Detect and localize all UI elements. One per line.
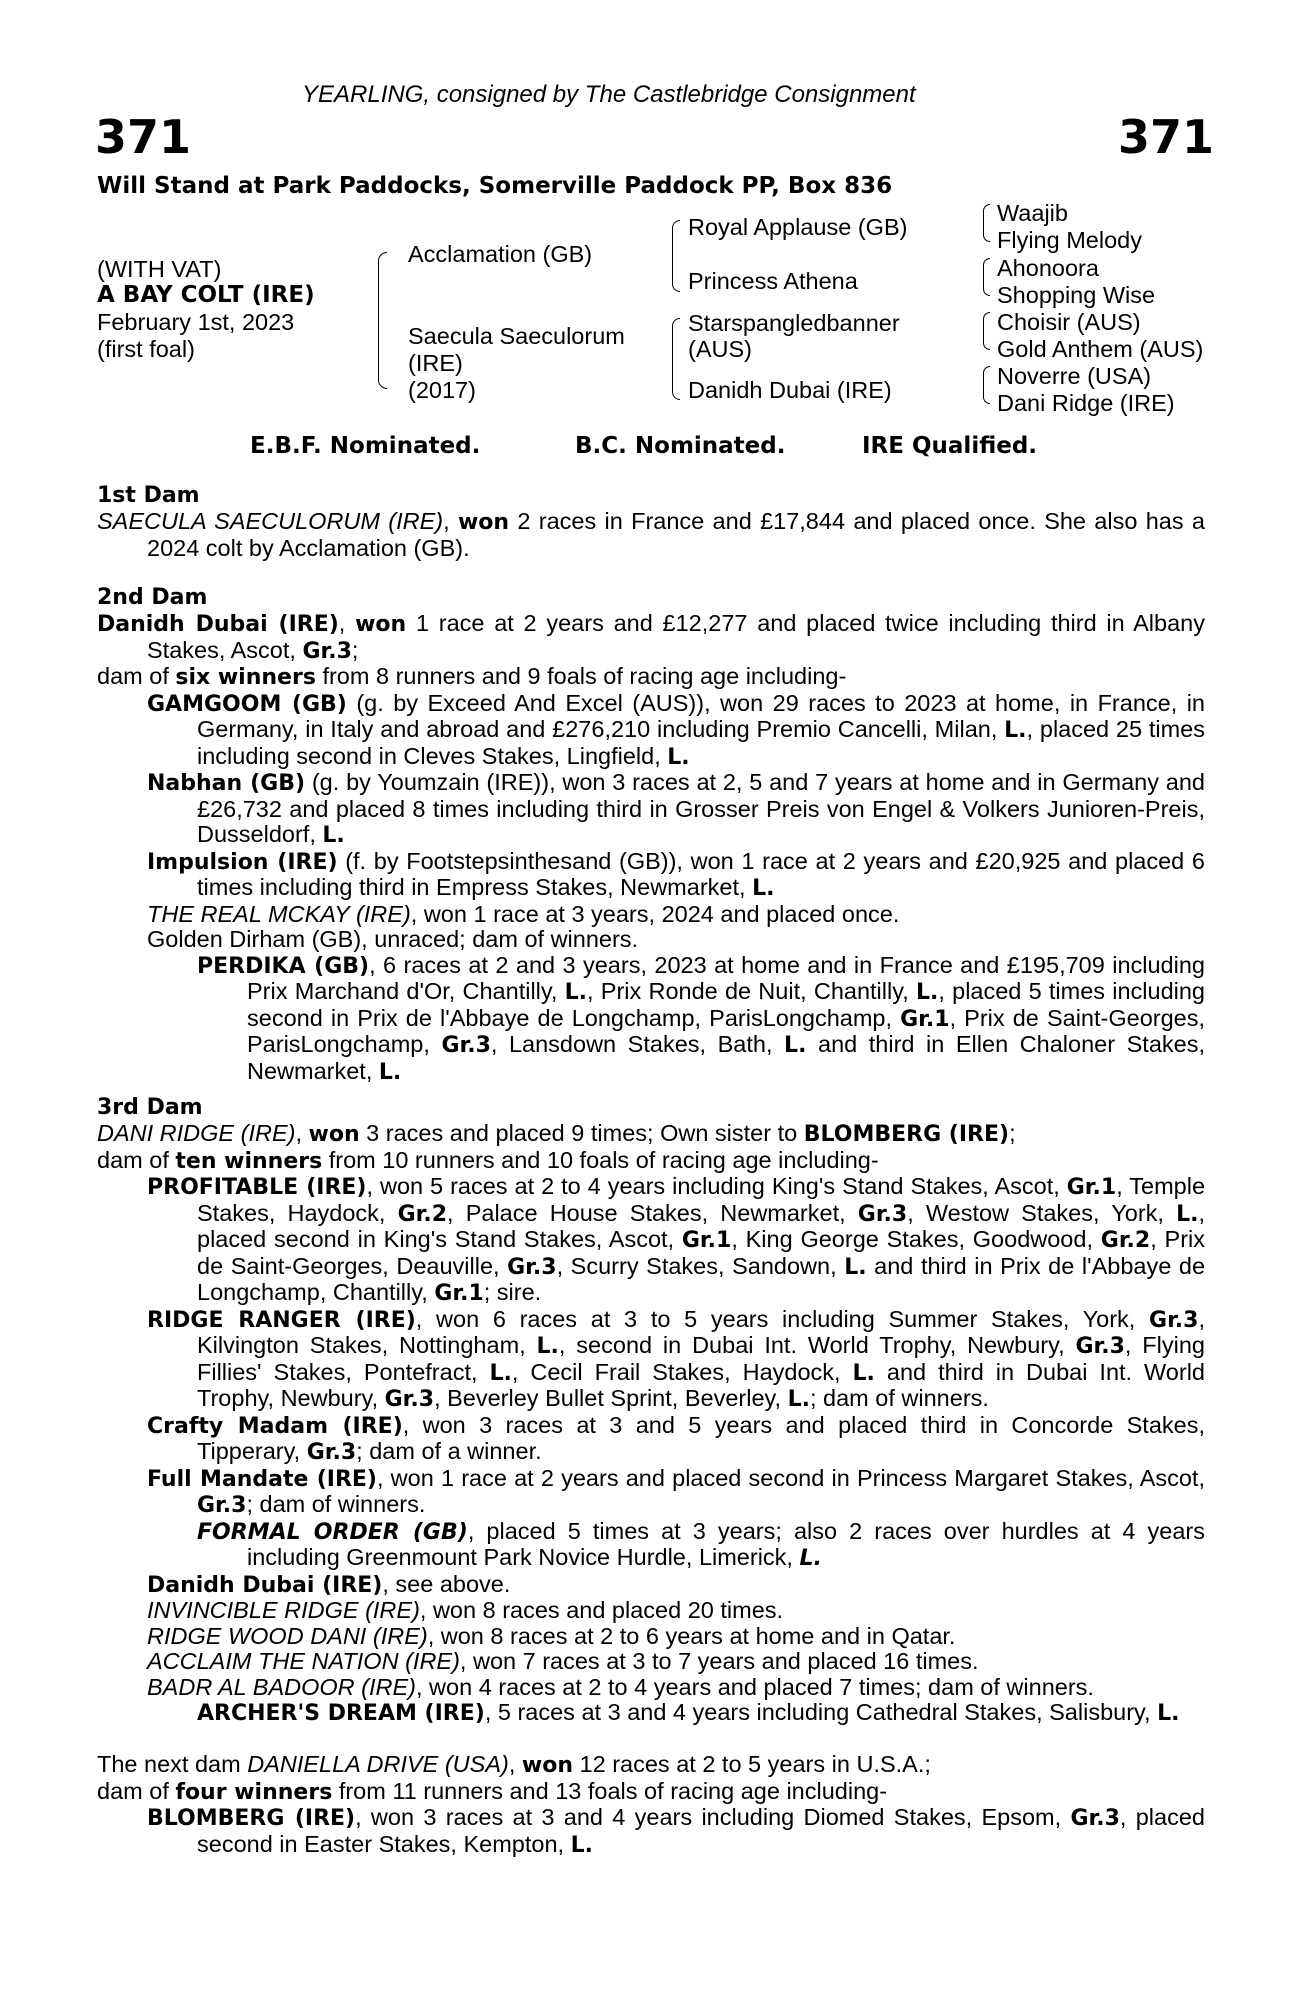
progeny-grade: Gr.2 bbox=[397, 1201, 448, 1227]
pedigree-dds: Noverre (USA) bbox=[997, 363, 1152, 389]
second-dam-dam-of-rest: from 8 runners and 9 foals of racing age including- bbox=[315, 663, 847, 689]
progeny-danidh-dubai bbox=[147, 1570, 1205, 1599]
second-dam-text: 1 race at 2 years and £12,277 and placed twice including third in Albany Stakes, Ascot, bbox=[147, 610, 1205, 663]
progeny-text: ; dam of winners. bbox=[246, 1491, 426, 1517]
vat-note: (WITH VAT) bbox=[97, 256, 222, 282]
nomination-ire: IRE Qualified. bbox=[862, 433, 1038, 459]
catalogue-subtitle: YEARLING, consigned by The Castlebridge Consignment bbox=[302, 81, 916, 108]
progeny-grade: Gr.3 bbox=[384, 1387, 435, 1412]
progeny-grade: Gr.3 bbox=[441, 1033, 491, 1058]
progeny-the-real-mckay bbox=[147, 900, 1205, 928]
third-dam-name: DANI RIDGE (IRE) bbox=[97, 1120, 296, 1146]
progeny-formal-order bbox=[197, 1517, 1205, 1572]
pedigree-dam-sire-line1: Starspangledbanner bbox=[688, 310, 900, 336]
pedigree-sss: Waajib bbox=[997, 200, 1068, 226]
progeny-grade: L. bbox=[570, 1832, 593, 1858]
first-dam-won: won bbox=[457, 510, 510, 535]
progeny-grade: L. bbox=[536, 1334, 559, 1359]
progeny-grade: L. bbox=[1004, 718, 1027, 743]
progeny-ridge-ranger bbox=[147, 1305, 1205, 1413]
second-dam-winners: six winners bbox=[175, 665, 316, 690]
progeny-text: , placed 25 times including second in Cleves Stakes, Lingfield, bbox=[197, 716, 1205, 769]
next-dam-text: 12 races at 2 to 5 years in U.S.A.; bbox=[573, 1751, 931, 1777]
first-dam-text: 2 races in France and £17,844 and placed once. She also has a 2024 colt by Acclamation (GB). bbox=[147, 508, 1205, 561]
progeny-text: , Cecil Frail Stakes, Haydock, bbox=[511, 1358, 853, 1385]
progeny-profitable bbox=[147, 1173, 1206, 1307]
progeny-name: FORMAL ORDER (GB) bbox=[197, 1519, 468, 1545]
progeny-grade: L. bbox=[799, 1546, 822, 1571]
nomination-ebf: E.B.F. Nominated. bbox=[250, 433, 481, 459]
progeny-grade: Gr.1 bbox=[434, 1281, 484, 1306]
progeny-nabhan bbox=[147, 769, 1205, 849]
pedigree-sdd: Shopping Wise bbox=[997, 282, 1156, 308]
progeny-text: (g. by Exceed And Excel (AUS)), won 29 races to 2023 at home, in France, in Germany, in Italy and abroad and £276,210 including Premio Cancelli, Milan, bbox=[197, 689, 1205, 742]
progeny-text: , placed second in King's Stand Stakes, Ascot, bbox=[197, 1199, 1205, 1252]
progeny-text: , 5 races at 3 and 4 years including Cathedral Stakes, Salisbury, bbox=[484, 1699, 1158, 1725]
progeny-name: BADR AL BADOOR (IRE) bbox=[147, 1673, 416, 1700]
next-dam-block: The next dam DANIELLA DRIVE (USA), won 12 races at 2 to 5 years in U.S.A.; dam of four winners from 11 runners and 13 foals of racing age including- BLOMBERG (IRE), won 3 races at 3 and 4 years including Diomed Stakes, Epsom, Gr.3, placed second in Easter Stakes, Kempton, L. bbox=[97, 1751, 1205, 1858]
progeny-grade: L. bbox=[1157, 1701, 1180, 1726]
third-dam-heading: 3rd Dam bbox=[97, 1095, 203, 1120]
progeny-name: Danidh Dubai (IRE) bbox=[147, 1572, 383, 1598]
progeny-grade: L. bbox=[667, 744, 690, 770]
progeny-text: , placed 5 times at 3 years; also 2 races over hurdles at 4 years including Greenmount Park Novice Hurdle, Limerick, bbox=[247, 1517, 1205, 1570]
second-dam-name: Danidh Dubai (IRE) bbox=[97, 612, 339, 637]
progeny-grade: L. bbox=[489, 1360, 512, 1386]
pedigree-ddd: Dani Ridge (IRE) bbox=[997, 390, 1175, 416]
progeny-grade: L. bbox=[378, 1059, 402, 1085]
progeny-perdika bbox=[197, 951, 1206, 1086]
progeny-impulsion bbox=[147, 847, 1205, 902]
pedigree-brace-dam bbox=[672, 318, 680, 400]
progeny-text: , see above. bbox=[382, 1570, 511, 1597]
third-dam-winners: ten winners bbox=[175, 1148, 323, 1174]
progeny-text: , won 6 races at 3 to 5 years including Summer Stakes, York, bbox=[415, 1305, 1150, 1332]
progeny-grade: L. bbox=[752, 876, 775, 901]
progeny-golden-dirham: Golden Dirham (GB), unraced; dam of winners. bbox=[147, 926, 639, 952]
progeny-text: , Lansdown Stakes, Bath, bbox=[490, 1031, 785, 1057]
progeny-grade: Gr.3 bbox=[857, 1201, 908, 1227]
progeny-text: , won 8 races and placed 20 times. bbox=[419, 1597, 784, 1623]
progeny-text: , Kilvington Stakes, Nottingham, bbox=[197, 1305, 1205, 1358]
progeny-grade: L. bbox=[844, 1254, 867, 1280]
progeny-text: , won 1 race at 3 years, 2024 and placed once. bbox=[410, 900, 900, 927]
first-dam-name: SAECULA SAECULORUM (IRE) bbox=[97, 508, 444, 534]
progeny-ridge-wood-dani bbox=[147, 1622, 1205, 1650]
progeny-grade: Gr.3 bbox=[1149, 1307, 1199, 1333]
progeny-text: , second in Dubai Int. World Trophy, Newbury, bbox=[558, 1332, 1076, 1358]
pedigree-brace-ss bbox=[983, 204, 990, 242]
progeny-text: , won 3 races at 3 and 5 years and placed third in Concorde Stakes, Tipperary, bbox=[197, 1411, 1205, 1464]
progeny-name: RIDGE RANGER (IRE) bbox=[147, 1307, 416, 1333]
nomination-bc: B.C. Nominated. bbox=[575, 433, 786, 459]
pedigree-brace-sire bbox=[672, 220, 680, 292]
third-dam-text: 3 races and placed 9 times; Own sister to bbox=[359, 1120, 804, 1146]
progeny-text: , won 5 races at 2 to 4 years including King's Stand Stakes, Ascot, bbox=[366, 1173, 1067, 1199]
progeny-grade: Gr.2 bbox=[1100, 1228, 1151, 1253]
progeny-name: GAMGOOM (GB) bbox=[147, 691, 347, 717]
progeny-name: PERDIKA (GB) bbox=[197, 953, 370, 979]
progeny-name: Nabhan (GB) bbox=[147, 771, 306, 796]
progeny-grade: Gr.1 bbox=[681, 1228, 732, 1253]
pedigree-dam-dam: Danidh Dubai (IRE) bbox=[688, 377, 892, 403]
progeny-grade: Gr.3 bbox=[1075, 1334, 1125, 1359]
progeny-name: ACCLAIM THE NATION (IRE) bbox=[147, 1648, 460, 1674]
horse-dob: February 1st, 2023 bbox=[97, 309, 295, 335]
progeny-text: (f. by Footstepsinthesand (GB)), won 1 race at 2 years and £20,925 and placed 6 times including third in Empress Stakes, Newmarket, bbox=[197, 847, 1205, 900]
pedigree-brace-gen1 bbox=[378, 252, 387, 389]
progeny-grade: Gr.3 bbox=[197, 1493, 247, 1518]
progeny-text: (g. by Youmzain (IRE)), won 3 races at 2, 5 and 7 years at home and in Germany and £26,732 and placed 8 times including third in Grosser Preis von Engel & Volkers Junioren-Preis, Dusseldorf, bbox=[197, 769, 1205, 847]
progeny-name: ARCHER'S DREAM (IRE) bbox=[197, 1701, 485, 1726]
lot-number-left: 371 bbox=[95, 110, 192, 164]
third-dam-dam-of-rest: from 10 runners and 10 foals of racing age including- bbox=[322, 1146, 879, 1173]
next-dam-dam-of-rest: from 11 runners and 13 foals of racing age including- bbox=[332, 1777, 888, 1804]
progeny-name: Full Mandate (IRE) bbox=[147, 1466, 377, 1492]
next-dam-won: won bbox=[521, 1753, 574, 1778]
second-dam-dam-of: dam of bbox=[97, 663, 176, 689]
second-dam-grade: Gr.3 bbox=[302, 638, 352, 664]
pedigree-ssd: Flying Melody bbox=[997, 227, 1142, 253]
progeny-grade: L. bbox=[1176, 1201, 1199, 1227]
progeny-archers-dream bbox=[197, 1699, 1205, 1727]
stand-location: Will Stand at Park Paddocks, Somerville Paddock PP, Box 836 bbox=[97, 173, 893, 199]
progeny-text: , won 3 races at 3 and 4 years including Diomed Stakes, Epsom, bbox=[355, 1804, 1071, 1830]
pedigree-brace-ds bbox=[983, 312, 990, 350]
next-dam-dam-of: dam of bbox=[97, 1777, 176, 1804]
next-dam-winners: four winners bbox=[175, 1779, 333, 1805]
progeny-text: , won 1 race at 2 years and placed second in Princess Margaret Stakes, Ascot, bbox=[376, 1464, 1205, 1491]
progeny-invincible-ridge bbox=[147, 1597, 1205, 1624]
horse-foal-note: (first foal) bbox=[97, 336, 195, 362]
progeny-text: , Prix de Saint-Georges, Deauville, bbox=[197, 1226, 1205, 1279]
third-dam-dam-of: dam of bbox=[97, 1146, 176, 1173]
progeny-text: and third in Prix de l'Abbaye de Longchamp, Chantilly, bbox=[197, 1252, 1206, 1305]
progeny-badr-al-badoor bbox=[147, 1673, 1205, 1701]
pedigree-dam-line2: (IRE) bbox=[408, 350, 463, 376]
lot-number-right: 371 bbox=[1118, 110, 1215, 164]
progeny-text: ; dam of winners. bbox=[809, 1385, 989, 1411]
pedigree-sire: Acclamation (GB) bbox=[408, 241, 593, 267]
first-dam-paragraph: SAECULA SAECULORUM (IRE), won 2 races in France and £17,844 and placed once. She also has a 2024 colt by Acclamation (GB). bbox=[97, 508, 1205, 561]
progeny-text: , won 4 races at 2 to 4 years and placed 7 times; dam of winners. bbox=[416, 1673, 1094, 1700]
progeny-text: and third in Dubai Int. World Trophy, Newbury, bbox=[197, 1358, 1205, 1411]
pedigree-sire-sire: Royal Applause (GB) bbox=[688, 214, 908, 240]
progeny-text: , Palace House Stakes, Newmarket, bbox=[447, 1199, 858, 1226]
pedigree-brace-sd bbox=[983, 258, 990, 296]
progeny-blomberg bbox=[147, 1804, 1205, 1858]
progeny-text: ; dam of a winner. bbox=[356, 1438, 542, 1464]
progeny-grade: Gr.3 bbox=[1070, 1806, 1120, 1831]
progeny-text: , Prix de Saint-Georges, ParisLongchamp, bbox=[247, 1004, 1206, 1057]
progeny-text: , 6 races at 2 and 3 years, 2023 at home and in France and £195,709 including Prix Marchand d'Or, Chantilly, bbox=[247, 951, 1205, 1004]
progeny-full-mandate bbox=[147, 1464, 1205, 1519]
progeny-text: , Flying Fillies' Stakes, Pontefract, bbox=[197, 1332, 1205, 1385]
next-dam-name: DANIELLA DRIVE (USA) bbox=[247, 1751, 509, 1777]
progeny-name: Crafty Madam (IRE) bbox=[147, 1413, 403, 1439]
second-dam-heading: 2nd Dam bbox=[97, 585, 208, 610]
progeny-text: , King George Stakes, Goodwood, bbox=[731, 1226, 1101, 1252]
progeny-text: , Temple Stakes, Haydock, bbox=[197, 1173, 1206, 1226]
progeny-grade: L. bbox=[564, 980, 588, 1005]
next-dam-intro: The next dam bbox=[97, 1751, 248, 1777]
progeny-name: RIDGE WOOD DANI (IRE) bbox=[147, 1622, 428, 1649]
second-dam-text-end: ; bbox=[351, 636, 359, 663]
progeny-name: PROFITABLE (IRE) bbox=[147, 1175, 367, 1200]
horse-name: A BAY COLT (IRE) bbox=[97, 282, 315, 308]
progeny-name: Impulsion (IRE) bbox=[147, 849, 338, 875]
progeny-crafty-madam bbox=[147, 1411, 1205, 1466]
pedigree-brace-dd bbox=[983, 366, 990, 404]
progeny-text: , won 8 races at 2 to 6 years at home and in Qatar. bbox=[427, 1622, 956, 1649]
third-dam-won: won bbox=[308, 1122, 360, 1147]
third-dam-text-end: ; bbox=[1009, 1120, 1016, 1146]
pedigree-dam-sire-line2: (AUS) bbox=[688, 336, 752, 362]
pedigree-dss: Choisir (AUS) bbox=[997, 309, 1141, 335]
pedigree-dam-line1: Saecula Saeculorum bbox=[408, 323, 625, 349]
progeny-acclaim-the-nation bbox=[147, 1648, 1205, 1675]
pedigree-dsd: Gold Anthem (AUS) bbox=[997, 336, 1204, 362]
progeny-grade: Gr.3 bbox=[507, 1254, 557, 1280]
progeny-grade: Gr.1 bbox=[1066, 1175, 1117, 1200]
pedigree-sds: Ahonoora bbox=[997, 255, 1099, 281]
pedigree-sire-dam: Princess Athena bbox=[688, 268, 858, 294]
progeny-grade: Gr.1 bbox=[900, 1006, 950, 1032]
progeny-grade: L. bbox=[852, 1360, 875, 1386]
progeny-name: BLOMBERG (IRE) bbox=[147, 1806, 356, 1831]
second-dam-block: Danidh Dubai (IRE), won 1 race at 2 years and £12,277 and placed twice including third in Albany Stakes, Ascot, Gr.3; dam of six winners from 8 runners and 9 foals of racing age including- GAMGOOM (GB) (g. by Exceed And Excel (AUS)), won 29 races to 2023 at home, in France, in Germany, in Italy and abroad and £276,210 including Premio Cancelli, Milan, L., placed 25 times including second in Cleves Stakes, Lingfield, L. Nabhan (GB) (g. by Youmzain (IRE)), won 3 races at 2, 5 and 7 years at home and in Germany and £26,732 and placed 8 times including third in Grosser Preis von Engel & Volkers Junioren-Preis, Dusseldorf, L. Impulsion (IRE) (f. by Footstepsinthesand (GB)), won 1 race at 2 years and £20,925 and placed 6 times including third in Empress Stakes, Newmarket, L. THE REAL MCKAY (IRE), won 1 race at 3 years, 2024 and placed once. Golden Dirham (GB), unraced; dam of winners. PERDIKA (GB), 6 races at 2 and 3 years, 2023 at home and in France and £195,709 including Prix Marchand d'Or, Chantilly, L., Prix Ronde de Nuit, Chantilly, L., placed 5 times including second in Prix de l'Abbaye de Longchamp, ParisLongchamp, Gr.1, Prix de Saint-Georges, ParisLongchamp, Gr.3, Lansdown Stakes, Bath, L. and third in Ellen Chaloner Stakes, Newmarket, L. bbox=[97, 610, 1206, 1085]
progeny-text: , Beverley Bullet Sprint, Beverley, bbox=[434, 1385, 788, 1411]
progeny-grade: Gr.3 bbox=[306, 1440, 357, 1465]
third-dam-block: DANI RIDGE (IRE), won 3 races and placed 9 times; Own sister to BLOMBERG (IRE); dam of ten winners from 10 runners and 10 foals of racing age including- PROFITABLE (IRE), won 5 races at 2 to 4 years including King's Stand Stakes, Ascot, Gr.1, Temple Stakes, Haydock, Gr.2, Palace House Stakes, Newmarket, Gr.3, Westow Stakes, York, L., placed second in King's Stand Stakes, Ascot, Gr.1, King George Stakes, Goodwood, Gr.2, Prix de Saint-Georges, Deauville, Gr.3, Scurry Stakes, Sandown, L. and third in Prix de l'Abbaye de Longchamp, Chantilly, Gr.1; sire. RIDGE RANGER (IRE), won 6 races at 3 to 5 years including Summer Stakes, York, Gr.3, Kilvington Stakes, Nottingham, L., second in Dubai Int. World Trophy, Newbury, Gr.3, Flying Fillies' Stakes, Pontefract, L., Cecil Frail Stakes, Haydock, L. and third in Dubai Int. World Trophy, Newbury, Gr.3, Beverley Bullet Sprint, Beverley, L.; dam of winners. Crafty Madam (IRE), won 3 races at 3 and 5 years and placed third in Concorde Stakes, Tipperary, Gr.3; dam of a winner. Full Mandate (IRE), won 1 race at 2 years and placed second in Princess Margaret Stakes, Ascot, Gr.3; dam of winners. FORMAL ORDER (GB), placed 5 times at 3 years; also 2 races over hurdles at 4 years including Greenmount Park Novice Hurdle, Limerick, L. Danidh Dubai (IRE), see above. INVINCIBLE RIDGE (IRE), won 8 races and placed 20 times. RIDGE WOOD DANI (IRE), won 8 races at 2 to 6 years at home and in Qatar. ACCLAIM THE NATION (IRE), won 7 races at 3 to 7 years and placed 16 times. BADR AL BADOOR (IRE), won 4 races at 2 to 4 years and placed 7 times; dam of winners. ARCHER'S DREAM (IRE), 5 races at 3 and 4 years including Cathedral Stakes, Salisbury, L. bbox=[97, 1120, 1206, 1726]
progeny-text: , Westow Stakes, York, bbox=[907, 1199, 1177, 1226]
progeny-name: INVINCIBLE RIDGE (IRE) bbox=[147, 1597, 420, 1623]
progeny-name: THE REAL MCKAY (IRE) bbox=[147, 900, 411, 927]
progeny-text: , Scurry Stakes, Sandown, bbox=[556, 1252, 845, 1279]
third-dam-sister: BLOMBERG (IRE) bbox=[803, 1122, 1010, 1147]
progeny-text: , Prix Ronde de Nuit, Chantilly, bbox=[587, 978, 916, 1004]
progeny-text: , won 7 races at 3 to 7 years and placed 16 times. bbox=[459, 1648, 979, 1674]
progeny-grade: L. bbox=[784, 1033, 807, 1058]
progeny-text: , placed 5 times including second in Prix de l'Abbaye de Longchamp, ParisLongchamp, bbox=[247, 978, 1206, 1031]
second-dam-won: won bbox=[355, 612, 407, 637]
progeny-text: ; sire. bbox=[483, 1279, 542, 1305]
progeny-text: , placed second in Easter Stakes, Kempton, bbox=[197, 1804, 1205, 1857]
progeny-grade: L. bbox=[787, 1387, 810, 1412]
pedigree-dam-line3: (2017) bbox=[408, 377, 476, 403]
progeny-grade: L. bbox=[322, 823, 345, 848]
progeny-text: and third in Ellen Chaloner Stakes, Newmarket, bbox=[247, 1031, 1205, 1084]
progeny-gamgoom bbox=[147, 689, 1205, 771]
progeny-grade: L. bbox=[915, 980, 939, 1005]
first-dam-heading: 1st Dam bbox=[97, 483, 200, 508]
